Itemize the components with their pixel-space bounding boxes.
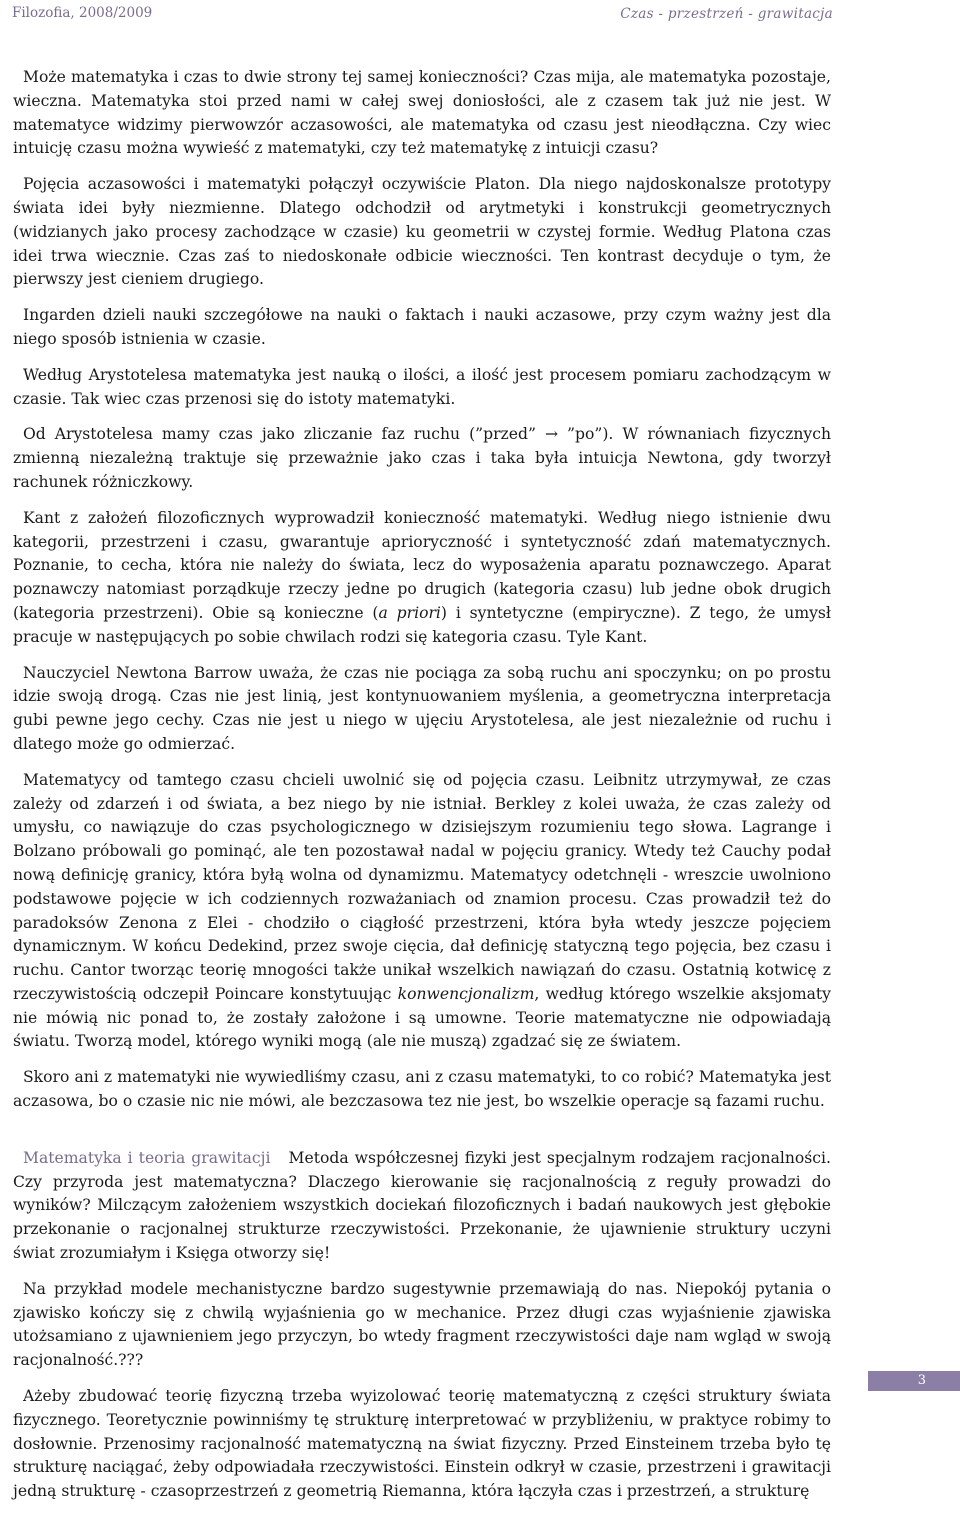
page-body <box>13 66 831 1516</box>
paragraph-8 <box>13 769 831 1055</box>
section-first-paragraph-text: Metoda współczesnej fizyki jest specjalnym rodzajem racjonalności. Czy przyroda jest matematyczna? Dlaczego kierowanie się racjonalnością z reguły prowadzi do wyników? Milczącym założeniem wszystkich dociekań filozoficznych i badań naukowych jest głębokie przekonanie o racjonalnej strukturze rzeczywistości. Przekonanie, że ujawnienie struktury uczyni świat zrozumiałym i Księga otworzy się! <box>13 1148 831 1263</box>
paragraph-1: Może matematyka i czas to dwie strony tej samej konieczności? Czas mija, ale matematyka pozostaje, wieczna. Matematyka stoi przed nami w całej swej doniosłości, ale z czasem tak już nie jest. W matematyce widzimy pierwowzór aczasowości, ale matematyka od czasu jest nieodłączna. Czy wiec intuicję czasu można wywieść z matematyki, czy też matematykę z intuicji czasu? <box>13 68 831 158</box>
paragraph-7: Nauczyciel Newtona Barrow uważa, że czas nie pociąga za sobą ruchu ani spoczynku; on po prostu idzie swoją drogą. Czas nie jest linią, jest kontynuowaniem myślenia, a geometryczna interpretacja gubi pewne jego cechy. Czas nie jest u niego w ujęciu Arystotelesa, ale jest niezależnie od ruchu i dlatego może go odmierzać. <box>13 663 831 753</box>
running-header-right: Czas - przestrzeń - grawitacja <box>620 6 833 22</box>
paragraph-8-italic: konwencjonalizm <box>397 984 535 1003</box>
paragraph-9: Skoro ani z matematyki nie wywiedliśmy czasu, ani z czasu matematyki, to co robić? Matematyka jest aczasowa, bo o czasie nic nie mówi, ale bezczasowa tez nie jest, bo wszelkie operacje są fazami ruchu. <box>13 1068 831 1111</box>
running-header-left: Filozofia, 2008/2009 <box>12 5 153 21</box>
paragraph-5: Od Arystotelesa mamy czas jako zliczanie faz ruchu (”przed” → ”po”). W równaniach fizycznych zmienną niezależną traktuje się przeważnie jako czas i taka była intuicja Newtona, gdy tworzył rachunek różniczkowy. <box>13 425 831 491</box>
page-number-badge: 3 <box>868 1371 960 1391</box>
section-paragraph-2: Na przykład modele mechanistyczne bardzo sugestywnie przemawiają do nas. Niepokój pytania o zjawisko kończy się z chwilą wyjaśnienia go w mechanice. Przez długi czas wyjaśnienie zjawiska utożsamiano z ujawnieniem jego przyczyn, bo wtedy fragment rzeczywistości daje nam wgląd w swoją racjonalność.??? <box>13 1279 831 1370</box>
paragraph-4: Według Arystotelesa matematyka jest nauką o ilości, a ilość jest procesem pomiaru zachodzącym w czasie. Tak wiec czas przenosi się do istoty matematyki. <box>13 365 831 408</box>
paragraph-3: Ingarden dzieli nauki szczegółowe na nauki o faktach i nauki aczasowe, przy czym ważny jest dla niego sposób istnienia w czasie. <box>13 306 831 348</box>
paragraph-6-italic: a priori <box>378 603 441 622</box>
paragraph-2: Pojęcia aczasowości i matematyki połączył oczywiście Platon. Dla niego najdoskonalsze prototypy świata idei były niezmienne. Dlatego odchodził od arytmetyki i konstrukcji geometrycznych (widzianych jako procesy zachodzące w czasie) ku geometrii w czystej formie. Według Platona czas idei trwa wiecznie. Czas zaś to niedoskonałe odbicie wieczności. Ten kontrast decyduje o tym, że pierwszy jest cieniem drugiego. <box>13 175 831 289</box>
section-paragraph-3: Ażeby zbudować teorię fizyczną trzeba wyizolować teorię matematyczną z części struktury świata fizycznego. Teoretycznie powinniśmy tę strukturę interpretować w przybliżeniu, w praktyce robimy to dosłownie. Przenosimy racjonalność matematyczną na świat fizyczny. Przed Einsteinem trzeba było tę strukturę naciągać, żeby odpowiadała rzeczywistości. Einstein odkrył w czasie, przestrzeni i grawitacji jedną strukturę - czasoprzestrzeń z geometrią Riemanna, która łączyła czas i przestrzeń, a strukturę <box>13 1387 831 1501</box>
section-heading: Matematyka i teoria grawitacji <box>23 1148 271 1167</box>
paragraph-6 <box>13 507 831 650</box>
paragraph-8-text: Matematycy od tamtego czasu chcieli uwolnić się od pojęcia czasu. Leibnitz utrzymywał, ze czas zależy od zdarzeń i od świata, a bez niego by nie istniał. Berkley z kolei uważa, że czas zależy od umysłu, co nawiązuje do czas psychologicznego w dzisiejszym rozumieniu tego słowa. Lagrange i Bolzano próbowali go pominąć, ale ten pozostawał nadal w pojęciu granicy. Wtedy też Cauchy podał nową definicję granicy, która byłą wolna od dynamizmu. Matematycy odetchnęli - wreszcie uwolniono podstawowe pojęcie w ich codziennych rozważaniach od znamion procesu. Czas prowadził też do paradoksów Zenona z Elei - chodziło o ciągłość przestrzeni, która była wtedy jeszcze pojęciem dynamicznym. W końcu Dedekind, przez swoje cięcia, dał definicję statyczną tego pojęcia, bez czasu i ruchu. Cantor tworząc teorię mnogości także unikał wszelkich nawiązań do czasu. Ostatnią kotwicę z rzeczywistością odczepił Poincare konstytuując <box>13 770 831 1003</box>
paragraph-8-after: , według którego wszelkie aksjomaty nie mówią nic ponad to, że zostały założone i są umowne. Teorie matematyczne nie odpowiadają światu. Tworzą model, którego wyniki mogą (ale nie muszą) zgadzać się ze światem. <box>13 984 831 1051</box>
section-first-paragraph <box>13 1147 831 1266</box>
paragraph-6-after: ) i syntetyczne (empiryczne). Z tego, że umysł pracuje w następujących po sobie chwilach rodzi się kategoria czasu. Tyle Kant. <box>13 603 831 646</box>
paragraph-6-text: Kant z założeń filozoficznych wyprowadził konieczność matematyki. Według niego istnienie dwu kategorii, przestrzeni i czasu, gwarantuje aprioryczność i syntetyczność zdań matematycznych. Poznanie, to cecha, która nie należy do świata, lecz do wyposażenia aparatu poznawczego. Aparat poznawczy natomiast porządkuje rzeczy jedne po drugich (kategoria czasu) lub jedne obok drugich (kategoria przestrzeni). Obie są konieczne ( <box>13 508 831 622</box>
